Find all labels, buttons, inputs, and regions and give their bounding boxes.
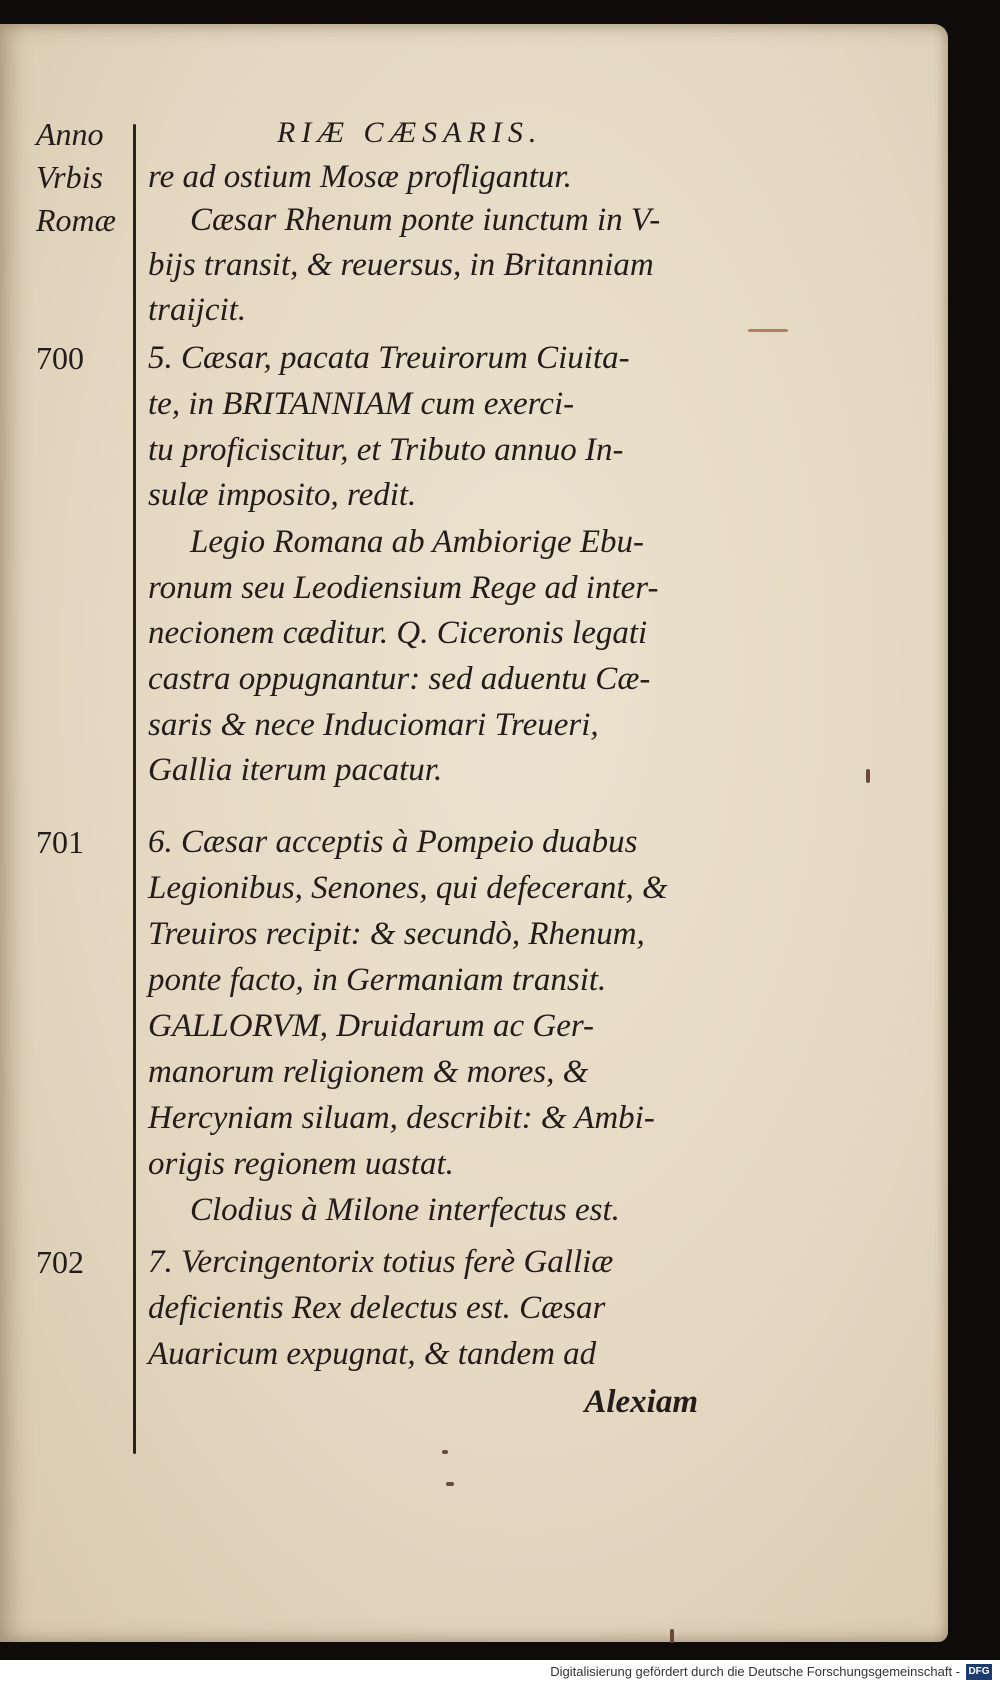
text-line: saris & nece Induciomari Treueri, [148, 707, 599, 743]
text-line: GALLORVM, Druidarum ac Ger- [148, 1008, 595, 1044]
margin-year-700: 700 [36, 340, 84, 376]
text-line: Gallia iterum pacatur. [148, 752, 443, 788]
text-line: tu proficiscitur, et Tributo annuo In- [148, 432, 624, 468]
paper-speck [866, 769, 870, 783]
margin-label-romae: Romæ [36, 202, 116, 238]
text-line: 5. Cæsar, pacata Treuirorum Ciuita- [148, 340, 630, 376]
text-line: bijs transit, & reuersus, in Britanniam [148, 247, 654, 283]
catchword: Alexiam [584, 1384, 698, 1420]
text-line: Legio Romana ab Ambiorige Ebu- [190, 524, 645, 560]
margin-label-vrbis: Vrbis [36, 159, 103, 195]
text-line: manorum religionem & mores, & [148, 1054, 589, 1090]
text-line: sulæ imposito, redit. [148, 477, 417, 513]
text-line: Legionibus, Senones, qui defecerant, & [148, 870, 668, 906]
footer-credit: Digitalisierung gefördert durch die Deutsche Forschungsgemeinschaft - [550, 1664, 960, 1679]
text-line: 7. Vercingentorix totius ferè Galliæ [148, 1244, 614, 1280]
paper-stain [748, 329, 788, 332]
paper-speck [670, 1629, 674, 1643]
text-line: re ad ostium Mosæ profligantur. [148, 159, 572, 195]
text-line: ponte facto, in Germaniam transit. [148, 962, 607, 998]
running-head: RIÆ CÆSARIS. [277, 116, 543, 149]
footer-bar [0, 1660, 1000, 1684]
text-line: Treuiros recipit: & secundò, Rhenum, [148, 916, 645, 952]
text-line: necionem cæditur. Q. Ciceronis legati [148, 615, 648, 651]
paper-speck [446, 1482, 454, 1486]
text-line: Clodius à Milone interfectus est. [190, 1192, 620, 1228]
text-line: ronum seu Leodiensium Rege ad inter- [148, 570, 659, 606]
book-page [0, 24, 948, 1642]
text-line: origis regionem uastat. [148, 1146, 454, 1182]
dfg-logo-icon: DFG [966, 1664, 992, 1680]
text-line: traijcit. [148, 292, 247, 328]
text-line: castra oppugnantur: sed aduentu Cæ- [148, 661, 651, 697]
text-line: 6. Cæsar acceptis à Pompeio duabus [148, 824, 638, 860]
margin-label-anno: Anno [36, 116, 104, 152]
margin-year-701: 701 [36, 824, 84, 860]
paper-speck [442, 1450, 448, 1454]
margin-year-702: 702 [36, 1244, 84, 1280]
text-line: Cæsar Rhenum ponte iunctum in V- [190, 202, 661, 238]
text-line: te, in BRITANNIAM cum exerci- [148, 386, 575, 422]
column-rule [133, 124, 136, 1454]
text-line: Auaricum expugnat, & tandem ad [148, 1336, 597, 1372]
text-line: Hercyniam siluam, describit: & Ambi- [148, 1100, 655, 1136]
text-line: deficientis Rex delectus est. Cæsar [148, 1290, 606, 1326]
